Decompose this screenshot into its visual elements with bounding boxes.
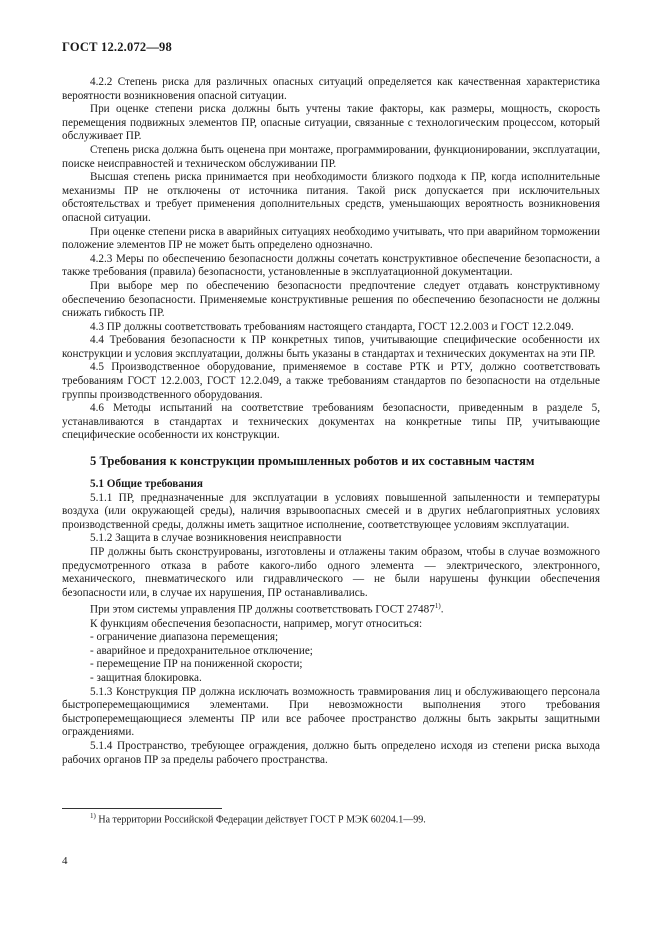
footnote: [90, 810, 426, 826]
footnote-text: На территории Российской Федерации действует ГОСТ Р МЭК 60204.1—99.: [95, 814, 426, 826]
list-item: - ограничение диапазона перемещения;: [90, 631, 279, 644]
subsection-heading: 5.1 Общие требования: [90, 478, 203, 491]
footnote-mark: 1): [90, 812, 96, 820]
subsection-heading-line: [62, 478, 600, 492]
paragraph: 5.1.2 Защита в случае возникновения неисправности: [90, 532, 342, 545]
paragraph: При оценке степени риска в аварийных ситуациях необходимо учитывать, что при аварийном торможении положение элементов ПР не может быть определено однозначно.: [62, 225, 600, 252]
paragraph: 4.4 Требования безопасности к ПР конкретных типов, учитывающие специфические особенности их конструкции и условия эксплуатации, должны быть указаны в стандартах и технических документах на эти ПР.: [62, 334, 600, 360]
page-number: 4: [62, 855, 68, 867]
paragraph: 4.3 ПР должны соответствовать требованиям настоящего стандарта, ГОСТ 12.2.003 и ГОСТ 12.2.049.: [90, 320, 574, 333]
page-header: ГОСТ 12.2.072—98: [62, 40, 172, 54]
list-item: - защитная блокировка.: [90, 672, 202, 685]
paragraph: 4.2.3 Меры по обеспечению безопасности должны сочетать конструктивное обеспечение безопасности, а также требования (правила) безопасности, установленные в эксплуатационной документации.: [62, 252, 600, 279]
paragraph-with-footnote-ref: [62, 600, 600, 617]
footnote-reference: 1): [434, 602, 441, 611]
paragraph: ПР должны быть сконструированы, изготовлены и отлажены таким образом, чтобы в случае возможного предусмотренного отказа в работе какого-либо одного элемента — электрического, электронного, механического, пневматического или гидравлического — не были нарушены функции обеспечения безопасности или, в случае их нарушения, ПР останавливались.: [62, 546, 600, 599]
paragraph: 5.1.3 Конструкция ПР должна исключать возможность травмирования лиц и обслуживающего персонала быстроперемещающимися элементами. При невозможности выполнения этого требования быстроперемещающиеся элементы ПР или все рабочее пространство должны быть закрыты защитными ограждениями.: [62, 685, 600, 739]
paragraph: 4.5 Производственное оборудование, применяемое в составе РТК и РТУ, должно соответствовать требованиям ГОСТ 12.2.003, ГОСТ 12.2.049, а также требованиям стандартов по безопасности на отдельные группы производственного оборудования.: [62, 361, 600, 401]
document-body: [62, 76, 600, 767]
section-heading: 5 Требования к конструкции промышленных роботов и их составным частям: [90, 454, 535, 469]
paragraph: 4.6 Методы испытаний на соответствие требованиям безопасности, приведенным в разделе 5, устанавливаются в стандартах и технических документах на конкретные типы ПР, учитывающие специфические особенности их конструкции.: [62, 402, 600, 442]
paragraph: При выборе мер по обеспечению безопасности предпочтение следует отдавать конструктивному обеспечению безопасности. Применяемые конструктивные решения по обеспечению безопасности не должны снижать гибкость ПР.: [62, 279, 600, 320]
paragraph: Степень риска должна быть оценена при монтаже, программировании, функционировании, эксплуатации, поиске неисправностей и техническом обслуживании ПР.: [62, 143, 600, 170]
paragraph-text: При этом системы управления ПР должны соответствовать ГОСТ 27487: [90, 604, 435, 617]
paragraph: 5.1.4 Пространство, требующее ограждения, должно быть определено исходя из степени риска выхода рабочих органов ПР за пределы рабочего пространства.: [62, 740, 600, 766]
paragraph-text-end: .: [440, 604, 444, 617]
paragraph: Высшая степень риска принимается при необходимости близкого подхода к ПР, когда исполнительные механизмы ПР не отключены от источника питания. Такой риск допускается при исключительных обстоятельствах и требует применения дополнительных средств, уменьшающих вероятность возникновения опасной ситуации.: [62, 171, 600, 224]
paragraph: 4.2.2 Степень риска для различных опасных ситуаций определяется как качественная характеристика вероятности возникновения опасной ситуации.: [62, 76, 600, 102]
paragraph: При оценке степени риска должны быть учтены такие факторы, как размеры, мощность, скорость перемещения подвижных элементов ПР, опасные ситуации, связанные с технологическим процессом, который обслуживает ПР.: [62, 103, 600, 143]
list-item: - перемещение ПР на пониженной скорости;: [90, 658, 303, 671]
paragraph: 5.1.1 ПР, предназначенные для эксплуатации в условиях повышенной запыленности и температуры воздуха (или окружающей среды), наличия взрывоопасных смесей и в других неблагоприятных условиях производственной среды, должны иметь защитное исполнение, соответствующее условиям эксплуатации.: [62, 491, 600, 531]
footnote-divider: [62, 808, 222, 809]
list-item: - аварийное и предохранительное отключение;: [90, 644, 313, 657]
paragraph: К функциям обеспечения безопасности, например, могут относиться:: [90, 617, 423, 630]
